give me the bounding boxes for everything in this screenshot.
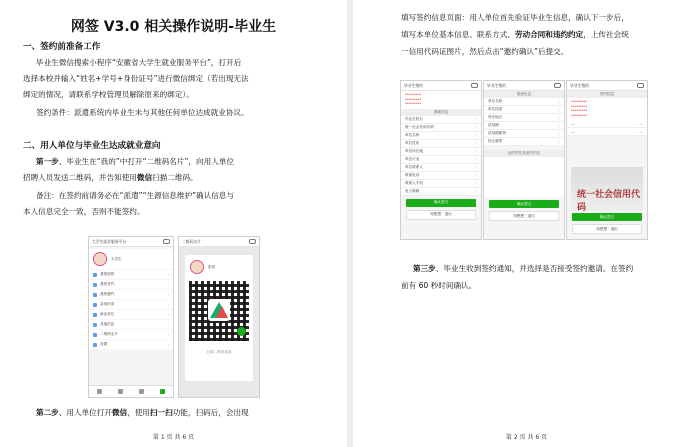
chevron-right-icon: › <box>167 342 169 347</box>
chevron-right-icon: › <box>558 107 560 112</box>
form-row[interactable] <box>401 116 481 124</box>
row-label: 我的签约 <box>100 282 115 286</box>
chevron-right-icon: › <box>475 181 477 186</box>
menu-row[interactable] <box>89 280 173 289</box>
menu-row[interactable] <box>89 330 173 339</box>
p2-text-a: 填写本单位基本信息、联系方式、 <box>401 30 515 39</box>
form-row[interactable] <box>401 180 481 188</box>
row-label: 我的邀约 <box>100 292 115 296</box>
form-row[interactable]: — — <box>567 128 647 136</box>
row-label: 单位联系人 <box>405 164 423 169</box>
menu-row[interactable] <box>89 270 173 279</box>
menu-row-icon <box>93 343 97 347</box>
step1-label: 第一步 <box>36 157 59 166</box>
chevron-right-icon: › <box>558 115 560 120</box>
step3-label: 第三步 <box>413 264 436 273</box>
license-image-text: 统一社会信用代码 <box>577 190 641 213</box>
step2-text-b: ，使用 <box>127 408 150 417</box>
home-tab-icon <box>97 389 102 394</box>
menu-row[interactable] <box>89 290 173 299</box>
row-label: 联系人手机 <box>405 180 423 185</box>
p2-step3-line2: 前有 60 秒时间确认。 <box>401 281 477 290</box>
step2-text-c: 功能，扫码后，会出现 <box>172 408 249 417</box>
warning-notice: ********* ********* ********* ********* <box>567 98 647 120</box>
row-label: 录取申请 <box>100 302 115 306</box>
menu-row[interactable] <box>89 340 173 349</box>
chevron-right-icon: › <box>167 272 169 277</box>
s2-step2-line <box>36 406 249 420</box>
chevron-right-icon: › <box>558 139 560 144</box>
step1-text-a: 、毕业生在“我的”中打开“二维码名片”，向用人单位 <box>58 157 234 166</box>
qr-logo-accent <box>216 306 228 318</box>
screenshot-sign-form-2 <box>483 80 565 240</box>
s2-note-line1: 备注：在签约前请务必在“派遣”“生源信息维护”确认信息与 <box>36 191 234 200</box>
confirm-submit-button[interactable]: 确认提交 <box>406 199 476 207</box>
s1-para1-line3: 绑定的情况，请联系学校管理员解除原来的绑定）。 <box>23 90 194 99</box>
qr-card-header <box>190 260 215 274</box>
phone-e-title: 毕业生签约 <box>570 82 589 88</box>
step2-scan: 扫一扫 <box>149 408 173 417</box>
form-row[interactable] <box>401 132 481 140</box>
phone-a-titlebar <box>89 237 173 247</box>
p2-text-b: ，上传社会统 <box>583 30 629 39</box>
p2-para1-line2 <box>401 28 629 42</box>
screenshot-sign-form-1 <box>400 80 482 240</box>
phone-b-titlebar <box>179 237 259 247</box>
row-label: 单位行业 <box>405 156 420 161</box>
row-label: 单位性质 <box>488 107 503 111</box>
form-row[interactable] <box>484 122 564 130</box>
chevron-right-icon: › <box>475 117 477 122</box>
chevron-right-icon: › <box>475 141 477 146</box>
form-row[interactable] <box>401 172 481 180</box>
row-label: 二维码名片 <box>100 332 118 336</box>
chevron-right-icon: › <box>475 149 477 154</box>
row-label: 所在地区 <box>488 115 503 119</box>
chevron-right-icon: › <box>167 332 169 337</box>
back-exit-button[interactable]: 再想想 · 退出 <box>489 211 559 221</box>
form-row[interactable] <box>484 106 564 114</box>
chevron-right-icon: › <box>167 322 169 327</box>
avatar <box>93 252 107 266</box>
menu-row[interactable] <box>89 300 173 309</box>
row-label: 联系电话 <box>405 172 420 177</box>
row-label: 单位所在地 <box>405 148 423 153</box>
menu-row[interactable] <box>89 320 173 329</box>
menu-row[interactable] <box>89 310 173 319</box>
form-row[interactable] <box>401 124 481 132</box>
screenshot-sign-form-3 <box>566 80 648 240</box>
row-label: 其他信息 <box>100 322 115 326</box>
s1-para1-line1: 毕业生微信搜索小程序“安徽省大学生就业服务平台”，打开后 <box>36 58 242 67</box>
menu-row-icon <box>93 293 97 297</box>
back-exit-button[interactable]: 再想想 · 退出 <box>406 210 476 220</box>
page-footer: 第 1 页 共 6 页 <box>152 434 195 441</box>
msg-tab-icon <box>139 389 144 394</box>
menu-dots-icon <box>163 239 170 244</box>
screenshot-qr-card <box>178 236 260 398</box>
wechat-icon <box>237 327 246 336</box>
menu-row-icon <box>93 313 97 317</box>
chevron-right-icon: › <box>558 123 560 128</box>
menu-row-icon <box>93 323 97 327</box>
phone-c-title: 毕业生签约 <box>404 82 423 88</box>
menu-row-icon <box>93 333 97 337</box>
phone-d-section: 报到信息 <box>484 91 564 98</box>
phone-b-title: 二维码名片 <box>182 238 201 244</box>
page-footer: 第 2 页 共 6 页 <box>505 434 548 441</box>
qr-card-name: 张同 <box>208 264 216 269</box>
chevron-right-icon: › <box>475 133 477 138</box>
menu-dots-icon <box>554 83 561 88</box>
s2-step1-line1 <box>36 155 234 169</box>
row-label: 单位性质 <box>405 140 420 145</box>
row-label: 设置 <box>100 342 108 346</box>
contract-textarea[interactable] <box>484 157 564 197</box>
form-row[interactable] <box>401 140 481 148</box>
chevron-right-icon: › <box>475 125 477 130</box>
chevron-right-icon: › <box>475 165 477 170</box>
p2-para1-line3: 一信用代码证图片，然后点击“邀约确认”后提交。 <box>401 47 569 56</box>
menu-row-icon <box>93 273 97 277</box>
s1-para1-line2: 选择本校并输入“姓名+学号+身份证号”进行微信绑定（若出现无法 <box>23 74 249 83</box>
form-row[interactable] <box>484 138 564 146</box>
p2-step3-line1 <box>413 262 633 276</box>
chevron-right-icon: › <box>167 312 169 317</box>
phone-d-contract-section: 违约责任及违约约定 <box>484 150 564 157</box>
phone-c-section: 基础信息 <box>401 109 481 116</box>
phone-d-titlebar <box>484 81 564 91</box>
form-row[interactable] <box>484 130 564 138</box>
chevron-right-icon: › <box>475 173 477 178</box>
step1-text-c: 扫描二维码。 <box>152 173 198 182</box>
phone-c-titlebar <box>401 81 481 91</box>
menu-dots-icon <box>471 83 478 88</box>
chevron-right-icon: › <box>167 282 169 287</box>
phone-e-section: 签约信息 <box>567 91 647 98</box>
row-label: 单位名称 <box>405 132 420 137</box>
profile-name: 大学生 <box>111 256 122 261</box>
chevron-right-icon: › <box>558 131 560 136</box>
form-row[interactable] <box>401 188 481 196</box>
phone-d-title: 毕业生签约 <box>487 82 506 88</box>
phone-e-titlebar <box>567 81 647 91</box>
row-label: 我报到的 <box>100 272 115 276</box>
section-heading-1: 一、签约前准备工作 <box>23 42 101 52</box>
job-tab-icon <box>118 389 123 394</box>
confirm-submit-button[interactable]: 确认提交 <box>489 200 559 208</box>
qr-card <box>185 255 253 381</box>
phone-a-title: 大学生就业服务平台 <box>92 238 127 244</box>
chevron-right-icon: › <box>167 292 169 297</box>
s2-step1-line2 <box>23 171 198 185</box>
document-title: 网签 V3.0 相关操作说明-毕业生 <box>70 19 277 35</box>
back-exit-button[interactable]: 再想想 · 退出 <box>572 224 642 234</box>
step1-wechat: 微信 <box>136 173 153 182</box>
form-row[interactable] <box>401 164 481 172</box>
qr-caption: 扫描二维码加我 <box>206 350 232 354</box>
chevron-right-icon: › <box>475 157 477 162</box>
row-label: 统一社会信用代码 <box>405 124 434 129</box>
menu-row-icon <box>93 303 97 307</box>
tab-bar <box>89 385 173 397</box>
p2-para1-line1: 填写签约信息页面：用人单位首先验证毕业生信息，确认下一步后， <box>401 13 629 22</box>
section-heading-2: 二、用人单位与毕业生达成就业意向 <box>23 141 161 151</box>
row-label: 电子邮箱 <box>405 188 420 193</box>
screenshot-my-page <box>88 236 174 398</box>
s1-para2: 签约条件：派遣系统内毕业生未与其他任何单位达成就业协议。 <box>36 108 249 117</box>
step2-label: 第二步 <box>36 408 59 417</box>
chevron-right-icon: › <box>475 189 477 194</box>
row-label: 毕业生姓名 <box>405 116 423 121</box>
step1-text-b: 招聘人员发送二维码，并告知使用 <box>23 173 137 182</box>
chevron-right-icon: › <box>558 99 560 104</box>
menu-row-icon <box>93 283 97 287</box>
form-row[interactable] <box>484 114 564 122</box>
step2-text-a: 、用人单位打开 <box>58 408 112 417</box>
license-image <box>571 167 643 211</box>
chevron-right-icon: › <box>167 302 169 307</box>
step2-wechat: 微信 <box>111 408 128 417</box>
document-page-2 <box>353 0 700 447</box>
menu-dots-icon <box>249 239 256 244</box>
confirm-submit-button[interactable]: 确认提交 <box>572 213 642 221</box>
document-page-1 <box>0 0 347 447</box>
mine-tab-icon <box>160 389 165 394</box>
form-row[interactable]: — — <box>567 120 647 128</box>
p2-bold-contract: 劳动合同和违约约定 <box>514 30 584 39</box>
row-label: 单位名称 <box>488 99 503 103</box>
row-label: 试用期薪资 <box>488 131 506 135</box>
menu-dots-icon <box>637 83 644 88</box>
form-row[interactable] <box>484 98 564 106</box>
avatar <box>190 260 204 274</box>
row-label: 试用期 <box>488 123 499 127</box>
form-row[interactable] <box>401 148 481 156</box>
profile-card <box>89 249 173 269</box>
warning-notice: ********* ********* ********* <box>401 91 481 109</box>
row-label: 转正薪资 <box>488 139 503 143</box>
row-label: 就业单位 <box>100 312 115 316</box>
s2-note-line2: 本人信息完全一致，否则不能签约。 <box>23 207 145 216</box>
step3-text-a: 、毕业生收到签约通知，并选择是否接受签约邀请。在签约 <box>435 264 634 273</box>
form-row[interactable] <box>401 156 481 164</box>
